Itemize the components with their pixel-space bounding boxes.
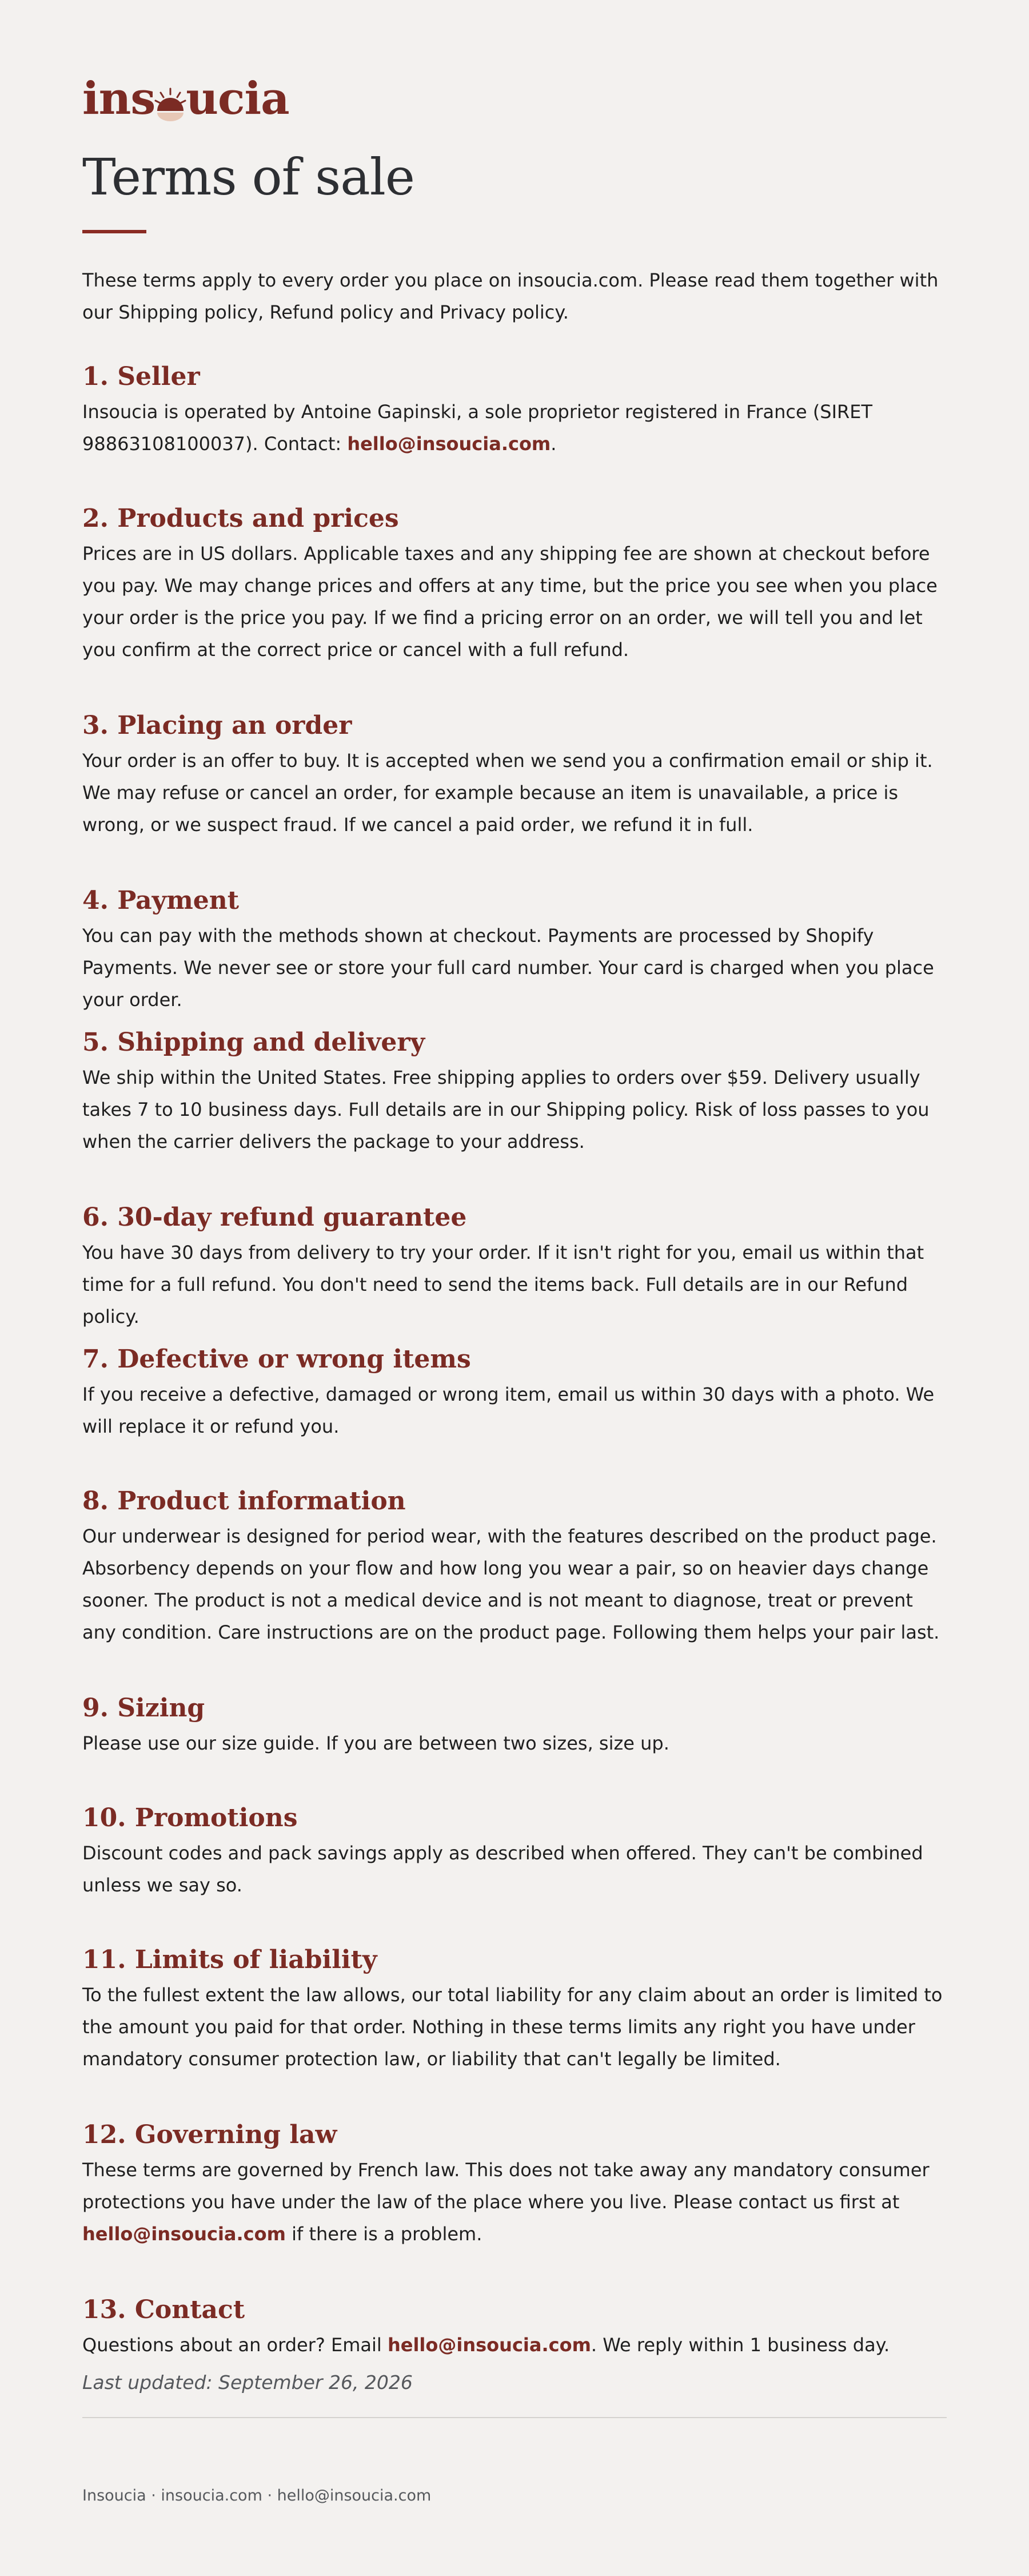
logo-text-start: ins <box>82 73 155 125</box>
section-heading: 2. Products and prices <box>82 504 399 533</box>
section-heading: 6. 30-day refund guarantee <box>82 1203 467 1232</box>
page-title: Terms of sale <box>82 148 414 206</box>
section-body: These terms are governed by French law. This does not take away any mandatory consumer protections you have under the law of the place where you live. Please contact us first at hello@insoucia.com if there is a problem. <box>82 2159 930 2245</box>
section-liability <box>82 1945 947 2075</box>
logo-text-end: ucia <box>186 73 289 125</box>
section-heading: 12. Governing law <box>82 2120 337 2149</box>
section-body: Our underwear is designed for period wear, with the features described on the product page. Absorbency depends on your flow and how long you wear a pair, so on heavier days change sooner. The product is not a medical device and is not meant to diagnose, treat or prevent any condition. Care instructions are on the product page. Following them helps your pair last. <box>82 1525 940 1643</box>
footer-divider <box>82 2417 947 2418</box>
section-payment <box>82 885 947 1016</box>
section-body: Your order is an offer to buy. It is accepted when we send you a confirmation email or ship it. We may refuse or cancel an order, for example because an item is unavailable, a price is wrong, or we suspect fraud. If we cancel a paid order, we refund it in full. <box>82 750 933 836</box>
section-seller <box>82 361 947 460</box>
section-heading: 4. Payment <box>82 886 240 915</box>
section-products-prices <box>82 503 947 666</box>
section-heading: 11. Limits of liability <box>82 1945 377 1974</box>
section-heading: 13. Contact <box>82 2295 245 2324</box>
section-promotions <box>82 1803 947 1901</box>
section-heading: 10. Promotions <box>82 1803 298 1832</box>
section-product-info <box>82 1486 947 1648</box>
section-body: You can pay with the methods shown at checkout. Payments are processed by Shopify Payments. We never see or store your full card number. Your card is charged when you place your order. <box>82 925 934 1011</box>
section-sizing <box>82 1693 947 1759</box>
footer-text: Insoucia · insoucia.com · hello@insoucia.com <box>82 2487 432 2505</box>
intro <box>82 264 947 328</box>
email-link[interactable]: hello@insoucia.com <box>347 433 551 455</box>
section-heading: 7. Defective or wrong items <box>82 1345 471 1374</box>
section-governing-law <box>82 2120 947 2250</box>
email-link[interactable]: hello@insoucia.com <box>387 2334 591 2356</box>
section-heading: 9. Sizing <box>82 1694 205 1723</box>
section-body: Prices are in US dollars. Applicable taxes and any shipping fee are shown at checkout before you pay. We may change prices and offers at any time, but the price you see when you place your order is the price you pay. If we find a pricing error on an order, we will tell you and let you confirm at the correct price or cancel with a full refund. <box>82 543 938 661</box>
section-refund <box>82 1202 947 1333</box>
email-link[interactable]: hello@insoucia.com <box>82 2223 286 2245</box>
section-heading: 5. Shipping and delivery <box>82 1028 425 1057</box>
section-body: If you receive a defective, damaged or wrong item, email us within 30 days with a photo. We will replace it or refund you. <box>82 1384 935 1437</box>
title-rule <box>82 230 146 233</box>
section-body: To the fullest extent the law allows, our total liability for any claim about an order is limited to the amount you paid for that order. Nothing in these terms limits any right you have under mandatory consumer protection law, or liability that can't legally be limited. <box>82 1984 943 2070</box>
section-body: Questions about an order? Email hello@insoucia.com. We reply within 1 business day. <box>82 2334 890 2356</box>
section-body: Please use our size guide. If you are between two sizes, size up. <box>82 1732 669 1754</box>
section-body: You have 30 days from delivery to try your order. If it isn't right for you, email us within that time for a full refund. You don't need to send the items back. Full details are in our Refund policy. <box>82 1242 924 1327</box>
section-body: We ship within the United States. Free shipping applies to orders over $59. Delivery usually takes 7 to 10 business days. Full details are in our Shipping policy. Risk of loss passes to you when the carrier delivers the package to your address. <box>82 1067 930 1152</box>
section-shipping <box>82 1027 947 1158</box>
section-body: Insoucia is operated by Antoine Gapinski, a sole proprietor registered in France (SIRET 98863108100037). Contact: hello@insoucia.com. <box>82 401 873 455</box>
section-contact <box>82 2295 947 2399</box>
section-defective <box>82 1344 947 1442</box>
intro-text: These terms apply to every order you place on insoucia.com. Please read them together with our Shipping policy, Refund policy and Privacy policy. <box>82 269 939 323</box>
sun-icon <box>154 87 187 121</box>
section-placing-order <box>82 710 947 841</box>
section-heading: 1. Seller <box>82 362 200 391</box>
section-heading: 8. Product information <box>82 1486 406 1516</box>
last-updated: Last updated: September 26, 2026 <box>82 2371 413 2394</box>
brand-logo[interactable] <box>82 64 289 125</box>
section-body: Discount codes and pack savings apply as described when offered. They can't be combined unless we say so. <box>82 1842 923 1896</box>
section-heading: 3. Placing an order <box>82 711 352 740</box>
